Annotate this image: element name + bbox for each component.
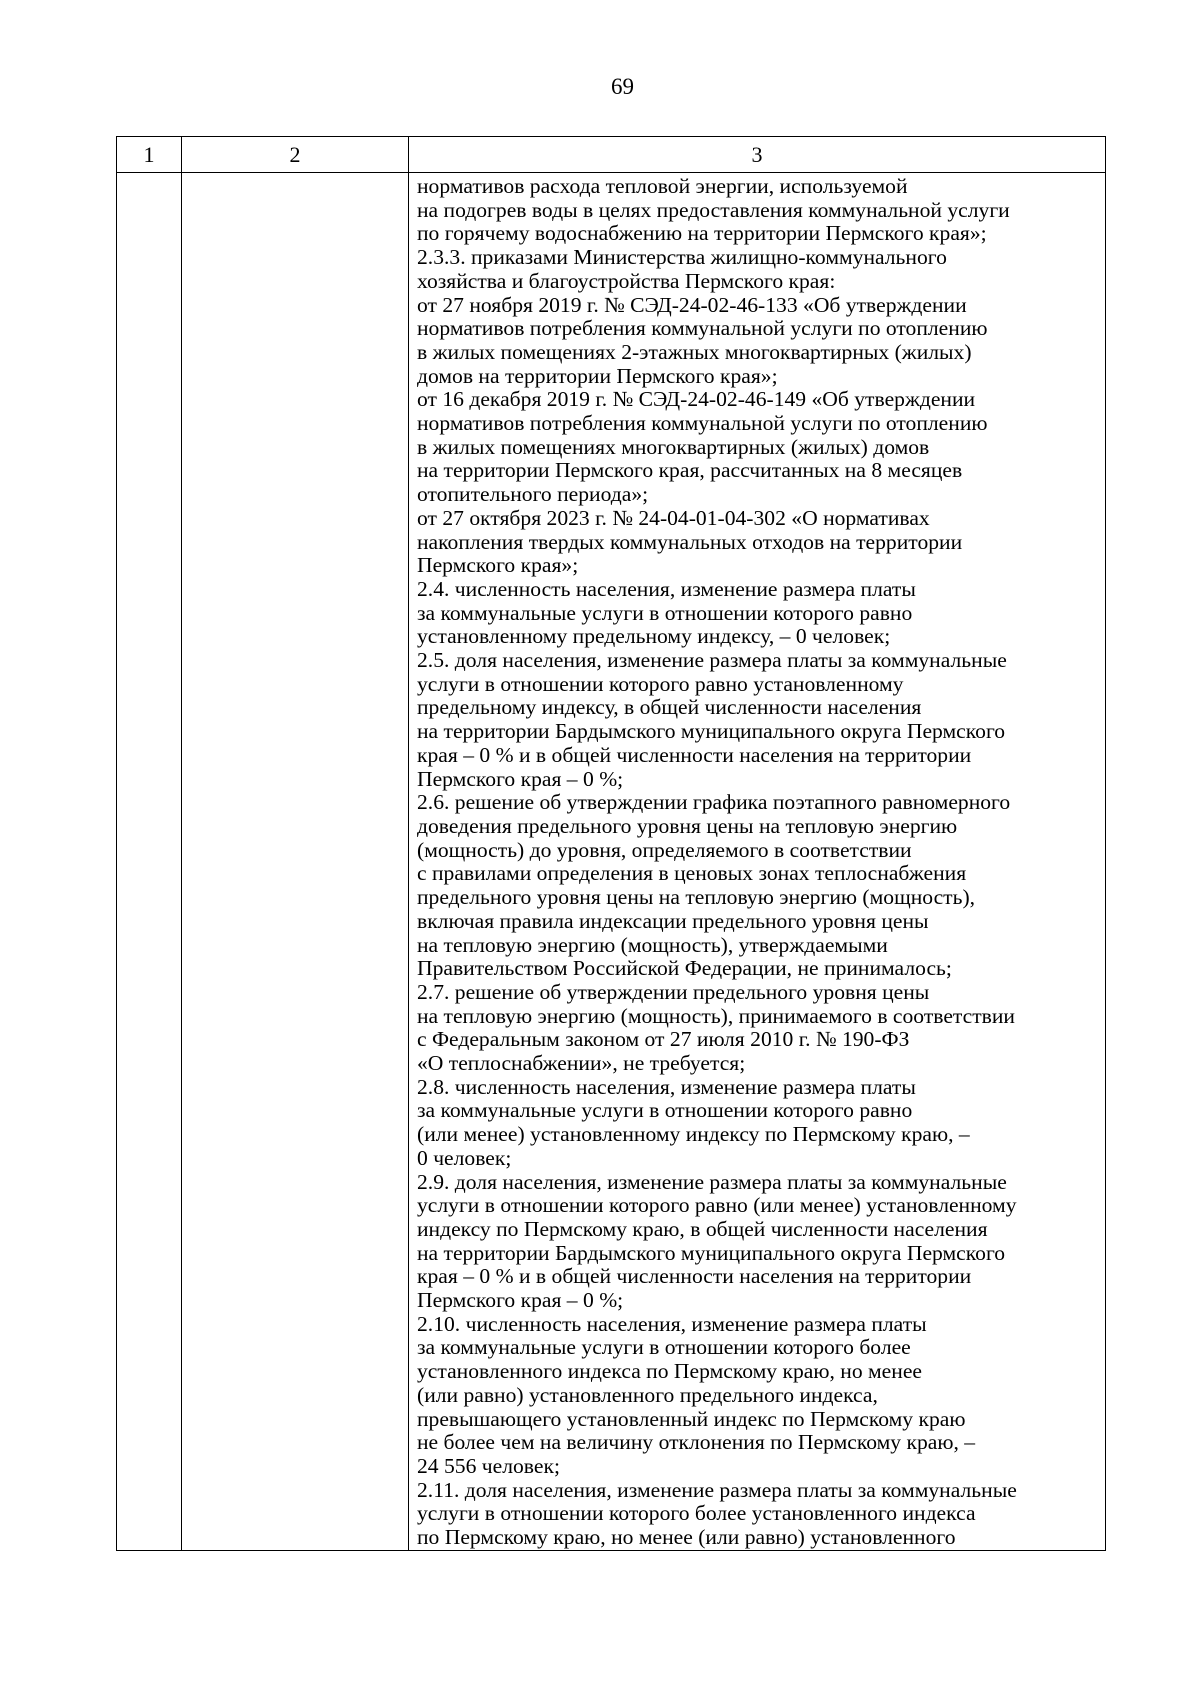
text-line: нормативов потребления коммунальной услуги по отоплению xyxy=(417,316,988,341)
text-line: накопления твердых коммунальных отходов на территории xyxy=(417,529,963,554)
text-line: от 27 ноября 2019 г. № СЭД-24-02-46-133 «Об утверждении xyxy=(417,292,967,317)
text-line: на тепловую энергию (мощность), утверждаемыми xyxy=(417,932,888,957)
text-line: услуги в отношении которого равно установленному xyxy=(417,671,904,696)
text-line: «О теплоснабжении», не требуется; xyxy=(417,1051,746,1076)
text-line: 2.11. доля населения, изменение размера платы за коммунальные xyxy=(417,1477,1017,1502)
table-header-row xyxy=(117,137,1106,173)
text-line: 2.10. численность населения, изменение размера платы xyxy=(417,1311,927,1336)
text-line: за коммунальные услуги в отношении которого более xyxy=(417,1335,911,1360)
text-line: на территории Пермского края, рассчитанных на 8 месяцев xyxy=(417,458,963,483)
text-line: по Пермскому краю, но менее (или равно) установленного xyxy=(417,1525,956,1550)
text-line: 2.7. решение об утверждении предельного уровня цены xyxy=(417,979,930,1004)
text-line: за коммунальные услуги в отношении которого равно xyxy=(417,600,913,625)
text-line: услуги в отношении которого равно (или менее) установленному xyxy=(417,1193,1017,1218)
text-line: Пермского края – 0 %; xyxy=(417,766,624,791)
text-line: превышающего установленный индекс по Пермскому краю xyxy=(417,1406,966,1431)
text-line: от 16 декабря 2019 г. № СЭД-24-02-46-149 «Об утверждении xyxy=(417,387,976,412)
text-line: установленному предельному индексу, – 0 человек; xyxy=(417,624,891,649)
cell-col-2 xyxy=(182,173,409,1551)
text-line: края – 0 % и в общей численности населения на территории xyxy=(417,1264,972,1289)
text-line: Пермского края – 0 %; xyxy=(417,1288,624,1313)
table-row xyxy=(117,173,1106,1551)
text-line: включая правила индексации предельного уровня цены xyxy=(417,908,929,933)
text-line: на тепловую энергию (мощность), принимаемого в соответствии xyxy=(417,1003,1015,1028)
text-line: предельного уровня цены на тепловую энергию (мощность), xyxy=(417,885,976,910)
page-number: 69 xyxy=(611,74,634,99)
text-line: индексу по Пермскому краю, в общей численности населения xyxy=(417,1216,988,1241)
text-line: 2.9. доля населения, изменение размера платы за коммунальные xyxy=(417,1169,1007,1194)
text-line: 2.4. численность населения, изменение размера платы xyxy=(417,576,916,601)
text-line: за коммунальные услуги в отношении которого равно xyxy=(417,1098,913,1123)
text-line: 2.5. доля населения, изменение размера платы за коммунальные xyxy=(417,648,1007,673)
text-line: установленного индекса по Пермскому краю, но менее xyxy=(417,1359,922,1384)
text-line: (мощность) до уровня, определяемого в соответствии xyxy=(417,837,912,862)
text-line: 2.8. численность населения, изменение размера платы xyxy=(417,1074,916,1099)
text-line: 0 человек; xyxy=(417,1145,512,1170)
text-line: не более чем на величину отклонения по Пермскому краю, – xyxy=(417,1430,976,1455)
document-table xyxy=(116,136,1106,1551)
cell-col-1 xyxy=(117,173,182,1551)
text-line: на территории Бардымского муниципального округа Пермского xyxy=(417,1240,1006,1265)
text-line: отопительного периода»; xyxy=(417,482,649,507)
text-line: 2.6. решение об утверждении графика поэтапного равномерного xyxy=(417,790,1011,815)
text-line: на территории Бардымского муниципального округа Пермского xyxy=(417,719,1006,744)
text-line: с Федеральным законом от 27 июля 2010 г. № 190-ФЗ xyxy=(417,1027,910,1052)
text-line: Пермского края»; xyxy=(417,553,579,578)
text-line: Правительством Российской Федерации, не принималось; xyxy=(417,956,952,981)
text-line: (или равно) установленного предельного индекса, xyxy=(417,1382,878,1407)
text-line: нормативов потребления коммунальной услуги по отоплению xyxy=(417,411,988,436)
text-line: с правилами определения в ценовых зонах теплоснабжения xyxy=(417,861,967,886)
text-line: нормативов расхода тепловой энергии, используемой xyxy=(417,174,908,198)
text-line: на подогрев воды в целях предоставления коммунальной услуги xyxy=(417,197,1010,222)
text-line: (или менее) установленному индексу по Пермскому краю, – xyxy=(417,1122,970,1147)
text-line: предельному индексу, в общей численности населения xyxy=(417,695,922,720)
text-line: края – 0 % и в общей численности населения на территории xyxy=(417,742,972,767)
header-col-3: 3 xyxy=(409,137,1106,173)
header-col-1: 1 xyxy=(117,137,182,173)
text-line: 2.3.3. приказами Министерства жилищно-коммунального xyxy=(417,245,947,270)
text-line: по горячему водоснабжению на территории Пермского края»; xyxy=(417,221,987,246)
cell-col-3 xyxy=(409,173,1106,1551)
cell-col-3-text xyxy=(409,173,1105,1550)
text-line: доведения предельного уровня цены на тепловую энергию xyxy=(417,813,958,838)
text-line: услуги в отношении которого более установленного индекса xyxy=(417,1501,976,1526)
text-line: хозяйства и благоустройства Пермского края: xyxy=(417,268,836,293)
text-line: домов на территории Пермского края»; xyxy=(417,363,778,388)
header-col-2: 2 xyxy=(182,137,409,173)
text-line: в жилых помещениях 2-этажных многоквартирных (жилых) xyxy=(417,339,972,364)
text-line: от 27 октября 2023 г. № 24-04-01-04-302 «О нормативах xyxy=(417,505,930,530)
text-line: 24 556 человек; xyxy=(417,1453,560,1478)
text-line: в жилых помещениях многоквартирных (жилых) домов xyxy=(417,434,930,459)
